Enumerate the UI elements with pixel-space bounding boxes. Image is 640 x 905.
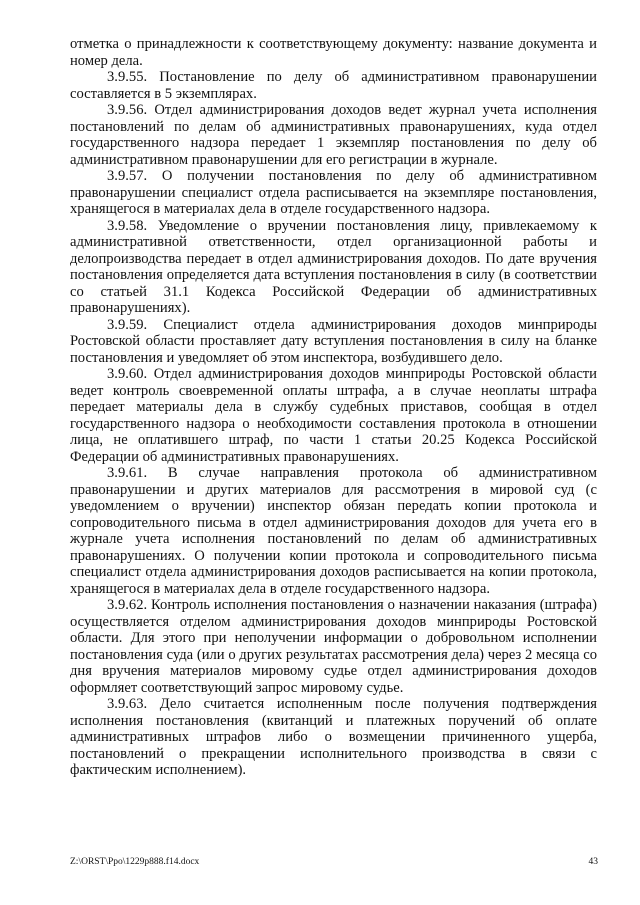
paragraph-number: 3.9.56. [107,102,148,118]
paragraph-text: Отдел администрирования доходов ведет журнал учета исполнения постановлений по делам об административных правонарушениях, куда отдел государственного надзора передает 1 экземпляр постановления по делу об административном правонарушении для его регистрации в журнале. [70,102,597,168]
footer-file-path: Z:\ORST\Ppo\1229p888.f14.docx [70,857,200,867]
paragraph-3-9-60 [70,366,597,465]
paragraph-number: 3.9.61. [107,465,148,481]
paragraph-3-9-62 [70,597,597,696]
lead-text: отметка о принадлежности к соответствующему документу: название документа и номер дела. [70,36,597,69]
paragraph-text: Контроль исполнения постановления о назначении наказания (штрафа) осуществляется отделом администрирования доходов минприроды Ростовской области. Для этого при неполучении информации о добровольном исполнении постановления суда (или о других результатах рассмотрения дела) через 2 месяца со дня вручения материалов мировому судье отдел администрирования доходов оформляет соответствующий запрос мировому судье. [70,597,597,696]
paragraph-text: Постановление по делу об административном правонарушении составляется в 5 экземплярах. [70,69,597,102]
paragraph-number: 3.9.60. [107,366,148,382]
paragraph-3-9-56 [70,102,597,168]
paragraph-number: 3.9.57. [107,168,148,184]
paragraph-3-9-61 [70,465,597,597]
paragraph-3-9-55 [70,69,597,102]
paragraph-3-9-63 [70,696,597,779]
paragraph-text: Уведомление о вручении постановления лицу, привлекаемому к административной ответственности, отдел организационной работы и делопроизводства передает в отдел администрирования доходов. По дате вручения постановления определяется дата вступления постановления в силу (в соответствии со статьей 31.1 Кодекса Российской Федерации об административных правонарушениях). [70,217,597,316]
paragraph-text: О получении постановления по делу об административном правонарушении специалист отдела расписывается на экземпляре постановления, хранящегося в материалах дела в отделе государственного надзора. [70,168,597,217]
paragraph-number: 3.9.58. [107,217,148,234]
paragraph-number: 3.9.62. [107,597,148,613]
footer-page-number: 43 [588,857,598,867]
paragraph-text: Специалист отдела администрирования доходов минприроды Ростовской области проставляет дату вступления постановления в силу на бланке постановления и уведомляет об этом инспектора, возбудившего дело. [70,316,597,366]
paragraph-number: 3.9.55. [107,69,148,85]
paragraph-number: 3.9.59. [107,316,148,333]
paragraph-3-9-59 [70,317,597,367]
paragraph-number: 3.9.63. [107,696,148,712]
paragraph-text: Дело считается исполненным после получения подтверждения исполнения постановления (квитанций и платежных поручений об оплате административных штрафов либо о возмещении причиненного ущерба, постановлений о прекращении исполнительного производства в связи с фактическим исполнением). [70,696,597,778]
document-body [70,36,597,779]
paragraph-text: В случае направления протокола об административном правонарушении и других материалов для рассмотрения в мировой суд (с уведомлением о вручении) инспектор обязан передать копии протокола и сопроводительного письма в отдел администрирования доходов для учета его в журнале учета исполнения постановлений по делам об административных правонарушениях. О получении копии протокола и сопроводительного письма специалист отдела администрирования доходов расписывается на копии протокола, хранящегося в материалах дела в отделе государственного надзора. [70,465,597,597]
paragraph-3-9-58 [70,218,597,317]
paragraph-text: Отдел администрирования доходов минприроды Ростовской области ведет контроль своевременной оплаты штрафа, а в случае неоплаты штрафа передает материалы дела в службу судебных приставов, сообщая в отдел государственного надзора о необходимости составления протокола в отношении лица, не оплатившего штраф, по части 1 статьи 20.25 Кодекса Российской Федерации об административных правонарушениях. [70,366,597,465]
paragraph-3-9-57 [70,168,597,218]
